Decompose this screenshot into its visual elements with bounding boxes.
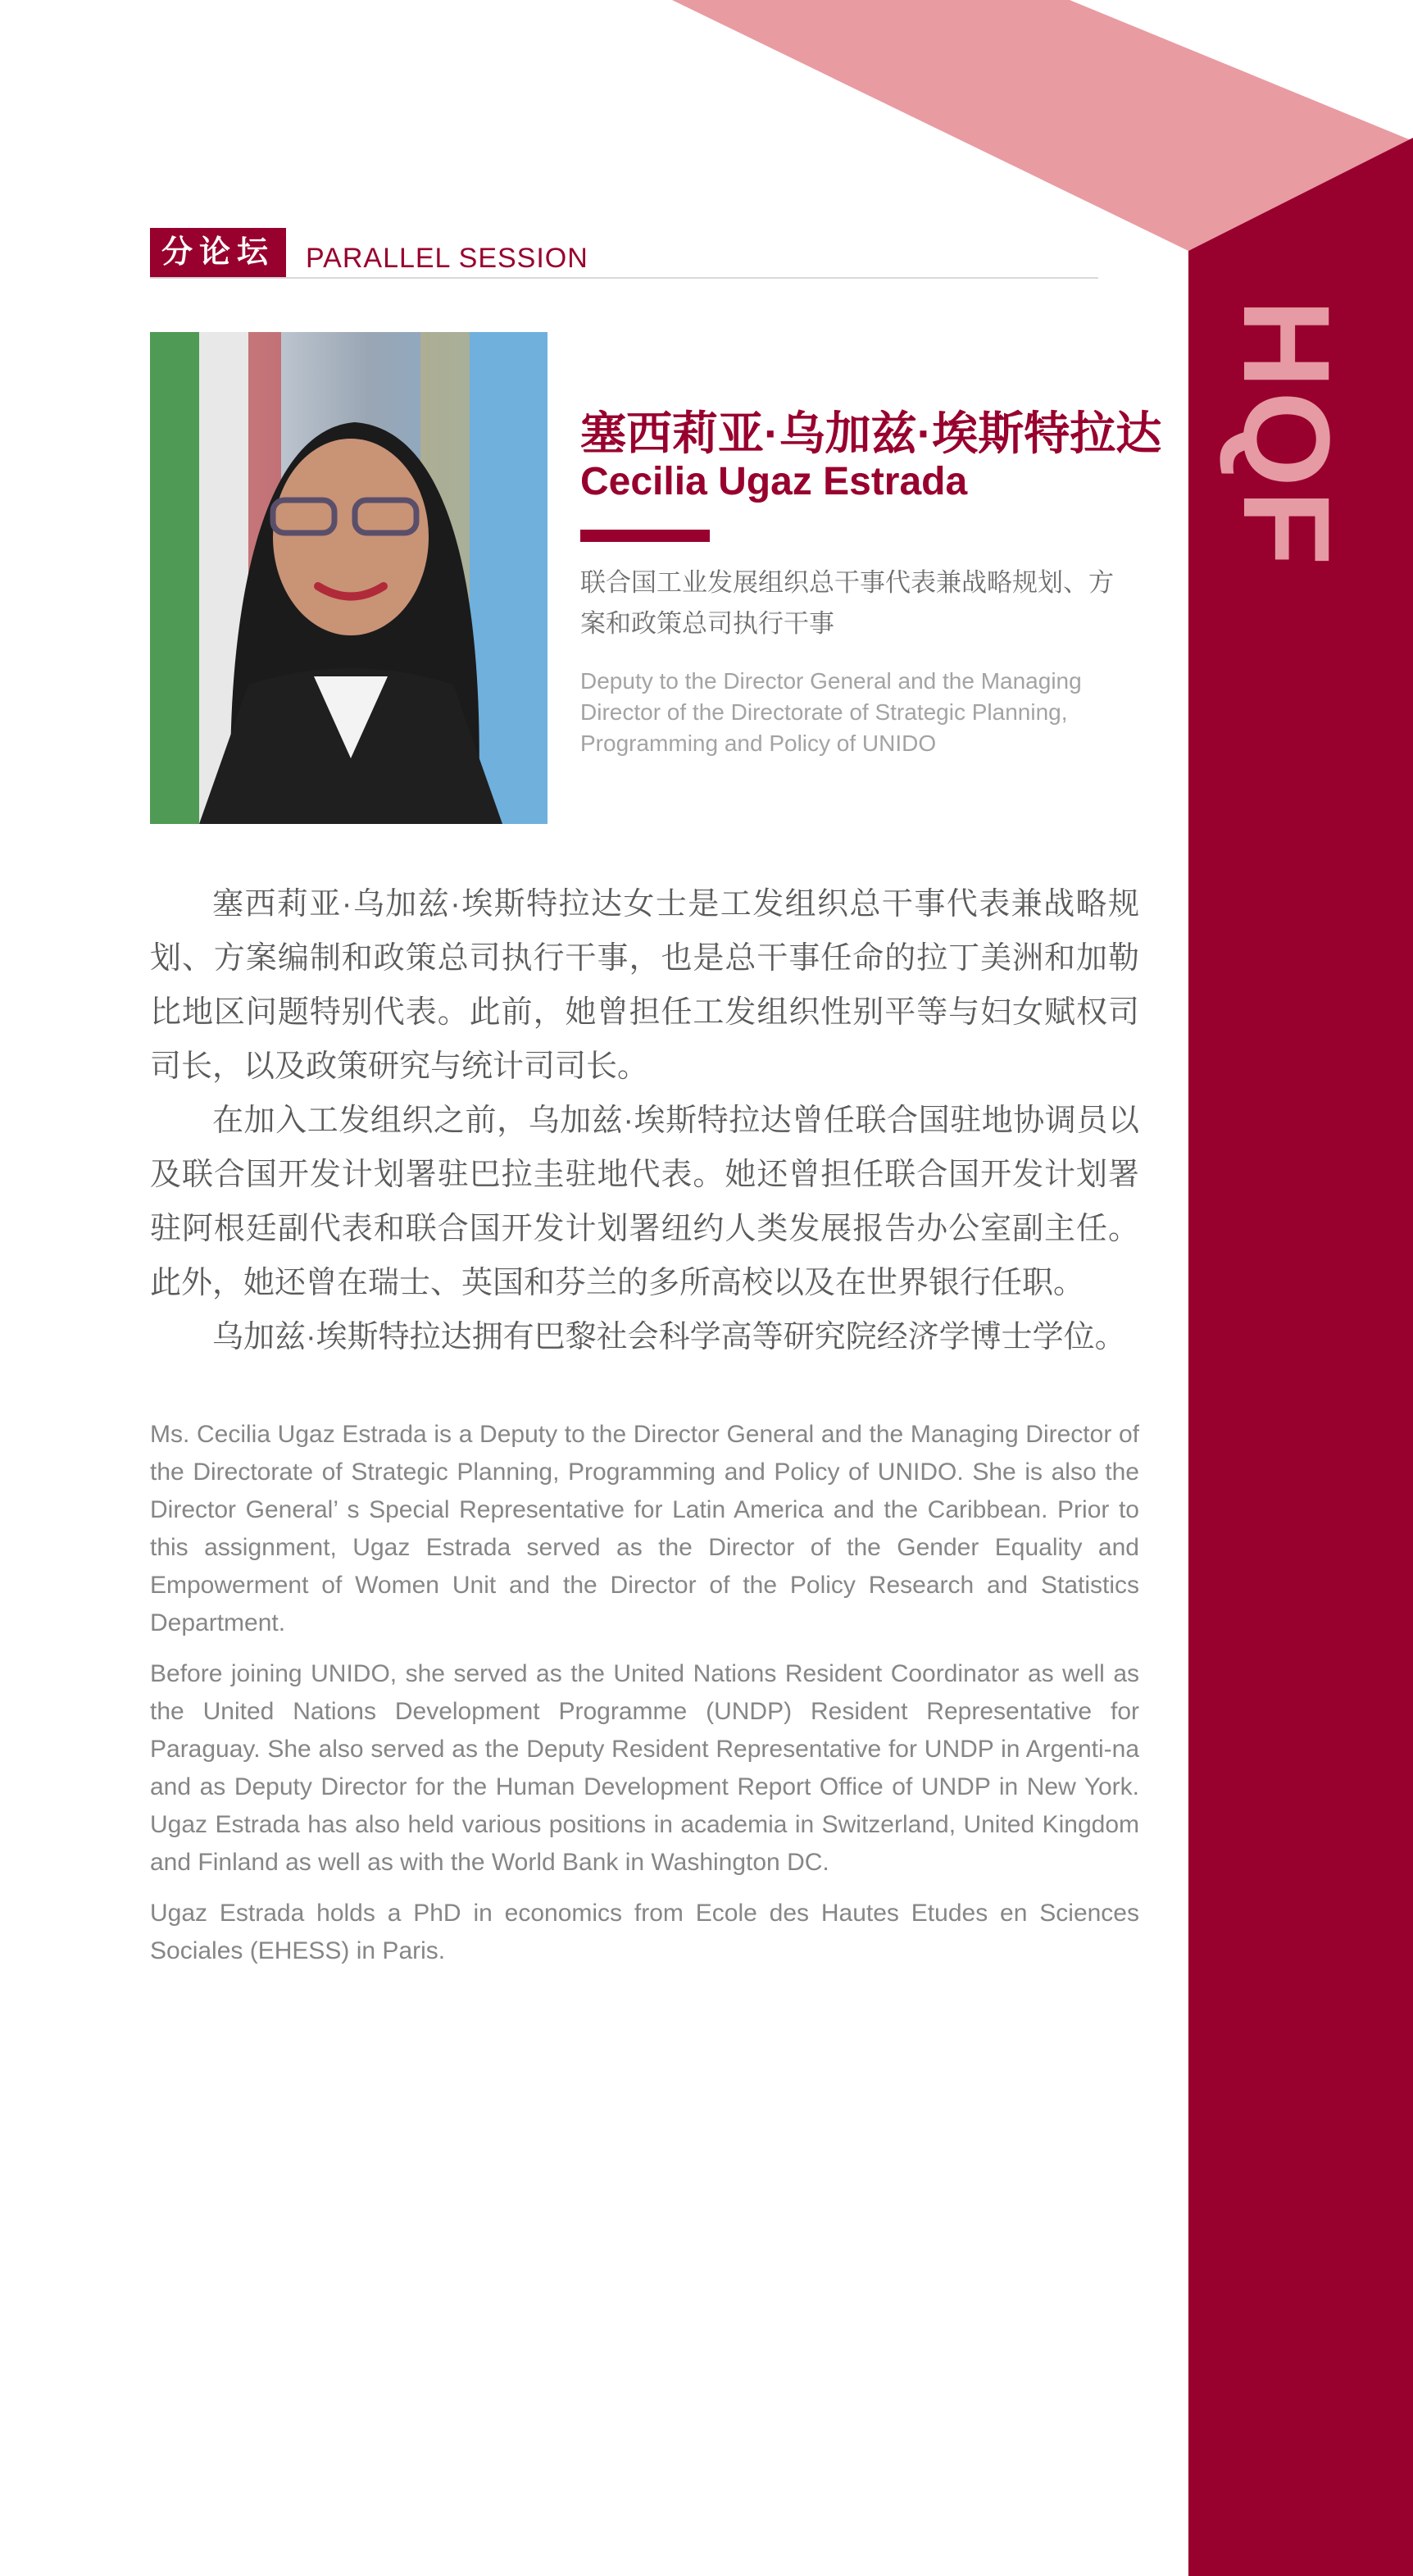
speaker-name-chinese: 塞西莉亚·乌加兹·埃斯特拉达 xyxy=(580,407,1162,459)
bio-zh-paragraph: 乌加兹·埃斯特拉达拥有巴黎社会科学高等研究院经济学博士学位。 xyxy=(212,1320,1126,1354)
speaker-title-chinese: 联合国工业发展组织总干事代表兼战略规划、方案和政策总司执行干事 xyxy=(580,568,1114,638)
bio-en-paragraph: Before joining UNIDO, she served as the United Nations Resident Coordinator as well as the United Nations Development Programme (UNDP) Resident Representative for Paraguay. She also served as the Deputy Resident Representative for UNDP in Argenti-na and as Deputy Director for the Human Development Report Office of UNDP in New York. Ugaz Estrada has also held various positions in academia in Switzerland, United Kingdom and Finland as well as with the World Bank in Washington DC. xyxy=(150,1660,1139,1876)
biography-english xyxy=(150,1416,1139,1983)
biography-chinese xyxy=(150,877,1139,1364)
session-label: PARALLEL SESSION xyxy=(306,243,588,274)
bio-zh-paragraph: 塞西莉亚·乌加兹·埃斯特拉达女士是工发组织总干事代表兼战略规划、方案编制和政策总司执行干事，也是总干事任命的拉丁美洲和加勒比地区问题特别代表。此前，她曾担任工发组织性别平等与妇女赋权司司长，以及政策研究与统计司司长。 xyxy=(150,887,1139,1084)
speaker-name-english: Cecilia Ugaz Estrada xyxy=(580,460,968,503)
bio-en-paragraph: Ms. Cecilia Ugaz Estrada is a Deputy to the Director General and the Managing Director of the Directorate of Strategic Planning, Programming and Policy of UNIDO. She is also the Director General’ s Special Representative for Latin America and the Caribbean. Prior to this assignment, Ugaz Estrada served as the Director of the Gender Equality and Empowerment of Women Unit and the Director of the Policy Research and Statistics Department. xyxy=(150,1421,1139,1636)
name-divider xyxy=(580,530,710,542)
hqf-brand-mark: HQF xyxy=(1218,299,1356,569)
portrait-photo-icon xyxy=(150,332,547,824)
session-badge: 分论坛 xyxy=(150,228,286,277)
bio-en-paragraph: Ugaz Estrada holds a PhD in economics from Ecole des Hautes Etudes en Sciences Sociales (EHESS) in Paris. xyxy=(150,1900,1139,1964)
session-header xyxy=(150,228,1098,279)
bio-zh-paragraph: 在加入工发组织之前，乌加兹·埃斯特拉达曾任联合国驻地协调员以及联合国开发计划署驻巴拉圭驻地代表。她还曾担任联合国开发计划署驻阿根廷副代表和联合国开发计划署纽约人类发展报告办公室副主任。此外，她还曾在瑞士、英国和芬兰的多所高校以及在世界银行任职。 xyxy=(150,1104,1139,1300)
speaker-portrait xyxy=(150,332,547,824)
speaker-title-english: Deputy to the Director General and the Managing Director of the Directorate of Strategic Planning, Programming and Policy of UNIDO xyxy=(580,668,1082,756)
